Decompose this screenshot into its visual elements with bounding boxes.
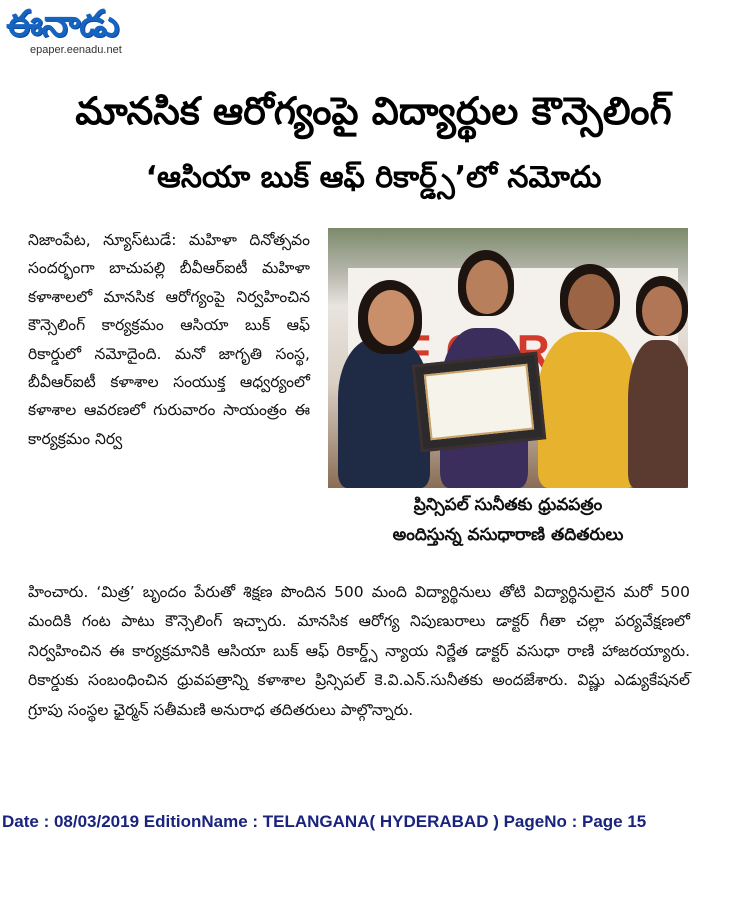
certificate-frame bbox=[412, 352, 547, 453]
person-third-head bbox=[568, 274, 614, 330]
certificate-paper bbox=[424, 364, 534, 441]
photo-caption-line-1: ప్రిన్సిపల్ సునీతకు ధ్రువపత్రం bbox=[413, 495, 603, 515]
photo-caption-line-2: అందిస్తున్న వసుధారాణి తదితరులు bbox=[392, 525, 624, 545]
article-photo bbox=[328, 228, 688, 488]
article-column-text: నిజాంపేట, న్యూస్‌టుడే: మహిళా దినోత్సవం సందర్భంగా బాచుపల్లి బీవీఆర్ఐటీ మహిళా కళాశాలలో మానసిక ఆరోగ్యంపై నిర్వహించిన కౌన్సెలింగ్ కార్యక్రమం ఆసియా బుక్ ఆఫ్ రికార్డులో నమోదైంది. మనో జాగృతి సంస్థ, బీవీఆర్ఐటీ కళాశాల సంయుక్త ఆధ్వర్యంలో కళాశాల ఆవరణలో గురువారం సాయంత్రం ఈ కార్యక్రమం నిర్వ bbox=[28, 231, 310, 448]
photo-caption bbox=[328, 490, 688, 550]
person-left-head bbox=[368, 290, 414, 346]
masthead bbox=[0, 0, 200, 62]
site-url: epaper.eenadu.net bbox=[30, 44, 122, 56]
article-wide-text bbox=[28, 578, 690, 725]
person-right-head bbox=[642, 286, 682, 336]
person-right bbox=[628, 340, 688, 488]
article-wide-paragraph: హించారు. ‘మిత్ర’ బృందం పేరుతో శిక్షణ పొందిన 500 మంది విద్యార్థినులు తోటి విద్యార్థినులైన మరో 500 మందికి గంట పాటు కౌన్సెలింగ్ ఇచ్చారు. మానసిక ఆరోగ్య నిపుణురాలు డాక్టర్ గీతా చల్లా పర్యవేక్షణలో నిర్వహించిన ఈ కార్యక్రమానికి ఆసియా బుక్ ఆఫ్ రికార్డ్స్ న్యాయ నిర్ణేత డాక్టర్ వసుధా రాణి హాజరయ్యారు. రికార్డుకు సంబంధించిన ధ్రువపత్రాన్ని కళాశాల ప్రిన్సిపల్ కె.వి.ఎన్.సునీతకు అందజేశారు. విష్ణు ఎడ్యుకేషనల్ గ్రూపు సంస్థల ఛైర్మన్ సతీమణి అనురాధ తదితరులు పాల్గొన్నారు. bbox=[28, 583, 690, 719]
article-subheadline: ‘ఆసియా బుక్ ఆఫ్ రికార్డ్స్’లో నమోదు bbox=[145, 160, 602, 195]
person-second-head bbox=[466, 260, 508, 314]
edition-footer: Date : 08/03/2019 EditionName : TELANGANA( HYDERABAD ) PageNo : Page 15 bbox=[2, 812, 647, 831]
newspaper-logo: ఈనాడు bbox=[6, 2, 119, 45]
person-third bbox=[538, 332, 638, 488]
article-headline: మానసిక ఆరోగ్యంపై విద్యార్థుల కౌన్సెలింగ్ bbox=[75, 89, 672, 133]
article-column bbox=[28, 226, 310, 453]
